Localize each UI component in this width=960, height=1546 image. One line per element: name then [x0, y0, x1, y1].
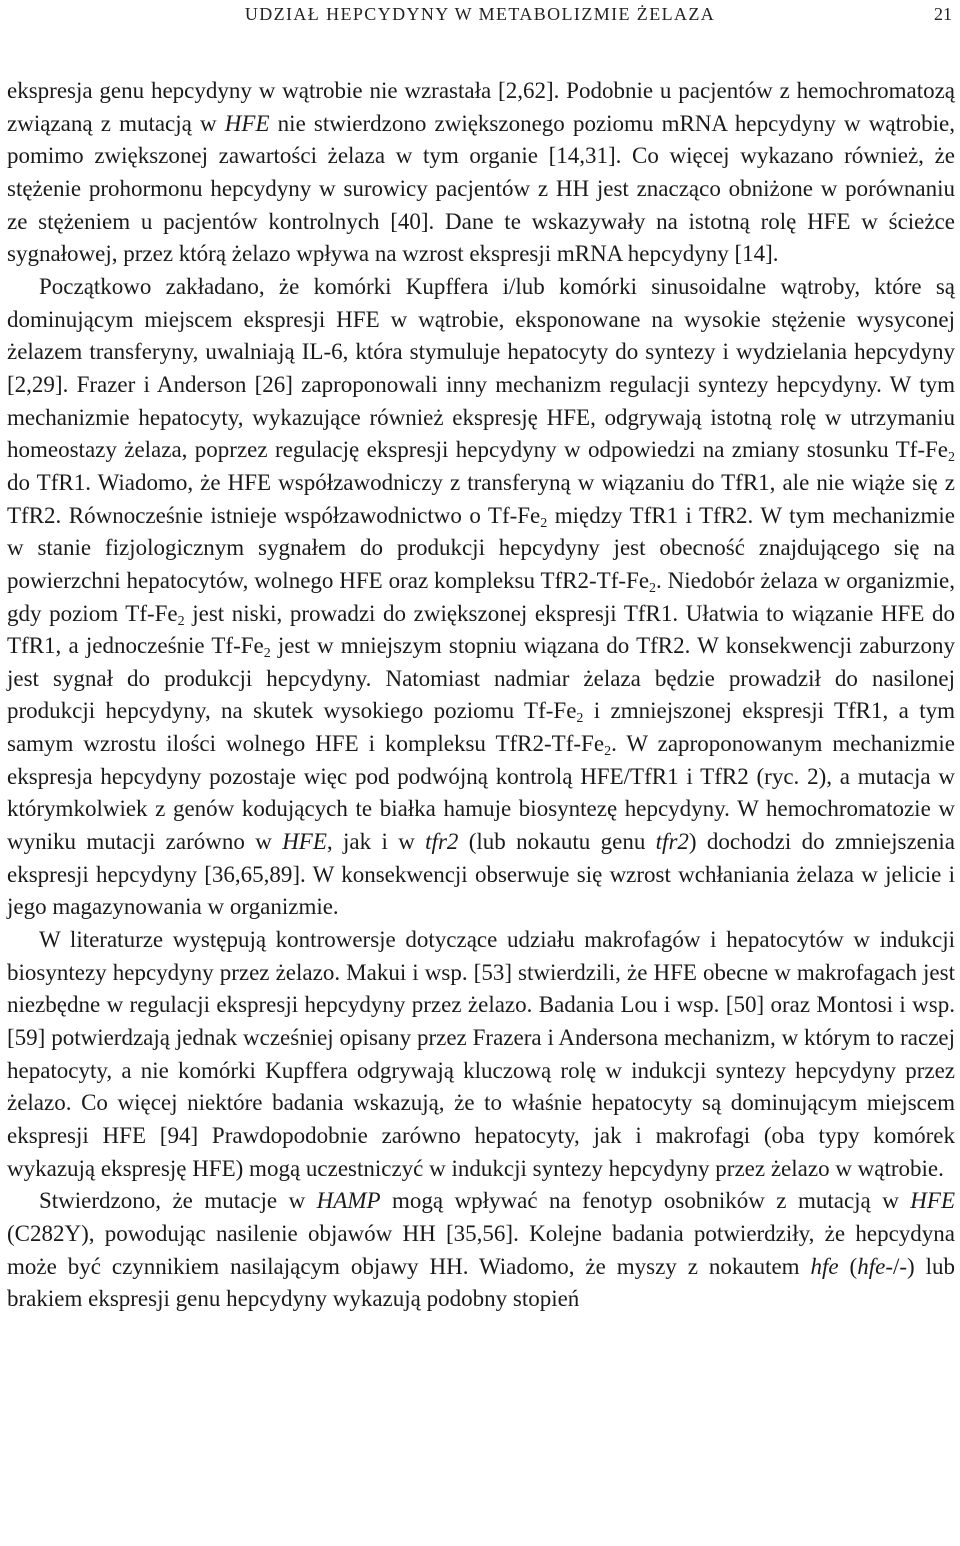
text-run: Stwierdzono, że mutacje w [39, 1188, 317, 1214]
subscript-text: 2 [177, 613, 185, 629]
italic-term: hfe [810, 1253, 839, 1279]
text-run: jest w mniejszym stopniu wiązana do TfR2. W konsekwencji zaburzony jest sygnał do produkcji hepcydyny. Natomiast nadmiar żelaza będzie prowadził do nasilonej produkcji hepcydyny, na skutek wysokiego poziomu Tf-Fe [7, 633, 955, 724]
italic-term: HFE [282, 829, 327, 855]
page-number: 21 [934, 4, 952, 24]
text-run: Początkowo zakładano, że komórki Kupffera i/lub komórki sinusoidalne wątroby, które są dominującym miejscem ekspresji HFE w wątrobie, eksponowane na wysokie stężenie wysyconej żelazem transferyny, uwalniają IL-6, która stymuluje hepatocyty do syntezy i wydzielania hepcydyny [2,29]. Frazer i Anderson [26] zaproponowali inny mechanizm regulacji syntezy hepcydyny. W tym mechanizmie hepatocyty, wykazujące również ekspresję HFE, odgrywają istotną rolę w utrzymaniu homeostazy żelaza, poprzez regulację ekspresji hepcydyny w odpowiedzi na zmiany stosunku Tf-Fe [7, 273, 955, 463]
italic-term: hfe [857, 1253, 886, 1279]
body-text [7, 75, 955, 1316]
italic-term: HFE [224, 110, 270, 136]
text-run: . Niedobór żelaza w organizmie, gdy poziom Tf-Fe [7, 567, 955, 626]
italic-term: HFE [910, 1188, 955, 1214]
subscript-text: 2 [540, 515, 548, 531]
subscript-text: 2 [604, 744, 612, 760]
paragraph [7, 1185, 955, 1316]
text-run: ) dochodzi do zmniejszenia ekspresji hepcydyny [36,65,89]. W konsekwencji obserwuje się wzrost wchłaniania żelaza w jelicie i jego magazynowania w organizmie. [7, 829, 955, 920]
text-run: , jak i w [326, 829, 426, 855]
text-run: jest niski, prowadzi do zwiększonej ekspresji TfR1. Ułatwia to wiązanie HFE do TfR1, a jednocześnie Tf-Fe [7, 600, 955, 659]
text-run: nie stwierdzono zwiększonego poziomu mRNA hepcydyny w wątrobie, pomimo zwiększonej zawartości żelaza w tym organie [14,31]. Co więcej wykazano również, że stężenie prohormonu hepcydyny w surowicy pacjentów z HH jest znacząco obniżone w porównaniu ze stężeniem u pacjentów kontrolnych [40]. Dane te wskazywały na istotną rolę HFE w ścieżce sygnałowej, przez którą żelazo wpływa na wzrost ekspresji mRNA hepcydyny [14]. [7, 110, 955, 267]
text-run: mogą wpływać na fenotyp osobników z mutacją w [380, 1188, 911, 1214]
paragraph [7, 271, 955, 924]
text-run: do TfR1. Wiadomo, że HFE współzawodniczy z transferyną w wiązaniu do TfR1, ale nie wiąże się z TfR2. Równocześnie istnieje współzawodnictwo o Tf-Fe [7, 469, 955, 528]
running-title: UDZIAŁ HEPCYDYNY W METABOLIZMIE ŻELAZA [244, 4, 716, 24]
running-header [0, 2, 960, 26]
text-run: (C282Y), powodując nasilenie objawów HH [35,56]. Kolejne badania potwierdziły, że hepcydyna może być czynnikiem nasilającym objawy HH. Wiadomo, że myszy z nokautem [7, 1220, 955, 1279]
subscript-text: 2 [263, 646, 271, 662]
text-run: -/-) lub brakiem ekspresji genu hepcydyny wykazują podobny stopień [7, 1253, 955, 1312]
text-run: ekspresja genu hepcydyny w wątrobie nie wzrastała [2,62]. Podobnie u pacjentów z hemochromatozą związaną z mutacją w [7, 78, 955, 136]
paragraph [7, 924, 955, 1185]
italic-term: tfr2 [655, 829, 689, 855]
subscript-text: 2 [948, 450, 955, 466]
text-run: i zmniejszonej ekspresji TfR1, a tym samym wzrostu ilości wolnego HFE i kompleksu TfR2-Tf-Fe [7, 698, 955, 757]
text-run: W literaturze występują kontrowersje dotyczące udziału makrofagów i hepatocytów w indukcji biosyntezy hepcydyny przez żelazo. Makui i wsp. [53] stwierdzili, że HFE obecne w makrofagach jest niezbędne w regulacji ekspresji hepcydyny przez żelazo. Badania Lou i wsp. [50] oraz Montosi i wsp. [59] potwierdzają jednak wcześniej opisany przez Frazera i Andersona mechanizm, w którym to raczej hepatocyty, a nie komórki Kupffera odgrywają kluczową rolę w indukcji syntezy hepcydyny przez żelazo. Co więcej niektóre badania wskazują, że to właśnie hepatocyty są dominującym miejscem ekspresji HFE [94] Prawdopodobnie zarówno hepatocyty, jak i makrofagi (oba typy komórek wykazują ekspresję HFE) mogą uczestniczyć w indukcji syntezy hepcydyny przez żelazo w wątrobie. [7, 927, 955, 1181]
subscript-text: 2 [649, 580, 657, 596]
italic-term: HAMP [316, 1188, 381, 1214]
text-run: . W zaproponowanym mechanizmie ekspresja hepcydyny pozostaje więc pod podwójną kontrolą HFE/TfR1 i TfR2 (ryc. 2), a mutacja w którymkolwiek z genów kodujących te białka hamuje biosyntezę hepcydyny. W hemochromatozie w wyniku mutacji zarówno w [7, 731, 955, 855]
text-run: ( [838, 1253, 858, 1279]
text-run: między TfR1 i TfR2. W tym mechanizmie w stanie fizjologicznym sygnałem do produkcji hepcydyny jest obecność znajdującego się na powierzchni hepatocytów, wolnego HFE oraz kompleksu TfR2-Tf-Fe [7, 502, 955, 593]
italic-term: tfr2 [425, 829, 459, 855]
text-run: (lub nokautu genu [458, 829, 656, 855]
subscript-text: 2 [576, 711, 584, 727]
paragraph [7, 75, 955, 271]
